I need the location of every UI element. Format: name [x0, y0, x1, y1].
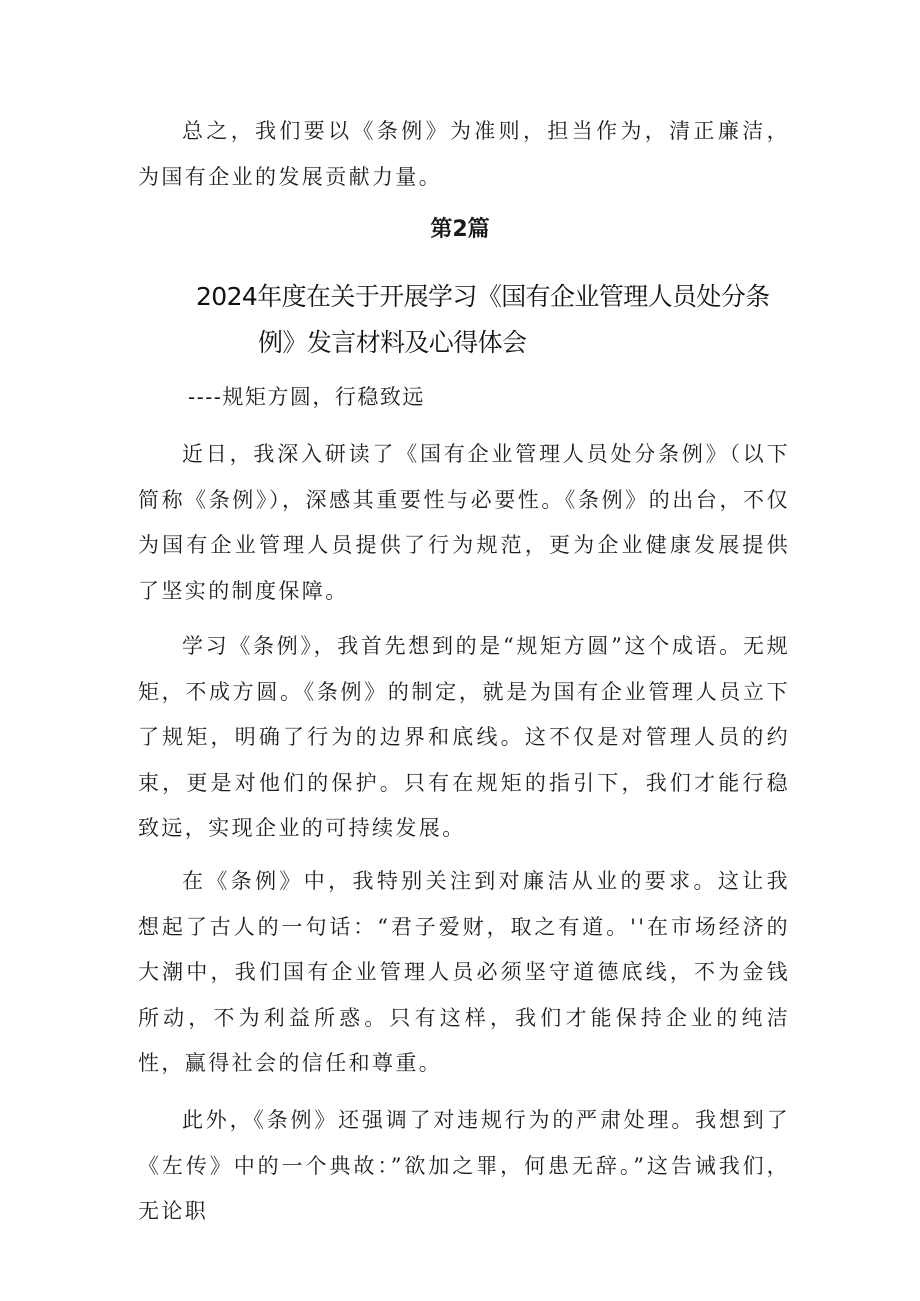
- body-paragraph-2: 学习《条例》，我首先想到的是“规矩方圆”这个成语。无规矩，不成方圆。《条例》的制定，就是为国有企业管理人员立下了规矩，明确了行为的边界和底线。这不仅是对管理人员的约束，更是对他们的保护。只有在规矩的指引下，我们才能行稳致远，实现企业的可持续发展。: [138, 634, 790, 840]
- document-subtitle: ----规矩方圆，行稳致远: [188, 385, 425, 409]
- body-paragraph-1: 近日，我深入研读了《国有企业管理人员处分条例》（以下简称《条例》），深感其重要性与必要性。《条例》的出台，不仅为国有企业管理人员提供了行为规范，更为企业健康发展提供了坚实的制度保障。: [138, 442, 790, 603]
- body-paragraph-3: 在《条例》中，我特别关注到对廉洁从业的要求。这让我想起了古人的一句话：“君子爱财，取之有道。''在市场经济的大潮中，我们国有企业管理人员必须坚守道德底线，不为金钱所动，不为利益所惑。只有这样，我们才能保持企业的纯洁性，赢得社会的信任和尊重。: [138, 869, 790, 1075]
- document-title-line2: 例》发言材料及心得体会: [258, 328, 527, 357]
- document-title-line1: 2024年度在关于开展学习《国有企业管理人员处分条: [196, 282, 770, 311]
- intro-paragraph: 总之，我们要以《条例》为准则，担当作为，清正廉洁，为国有企业的发展贡献力量。: [138, 119, 790, 189]
- body-paragraph-4: 此外，《条例》还强调了对违规行为的严肃处理。我想到了《左传》中的一个典故：”欲加之罪，何患无辞。”这告诫我们，无论职: [138, 1108, 790, 1223]
- section-heading: 第2篇: [430, 217, 490, 242]
- document-title: [196, 274, 796, 366]
